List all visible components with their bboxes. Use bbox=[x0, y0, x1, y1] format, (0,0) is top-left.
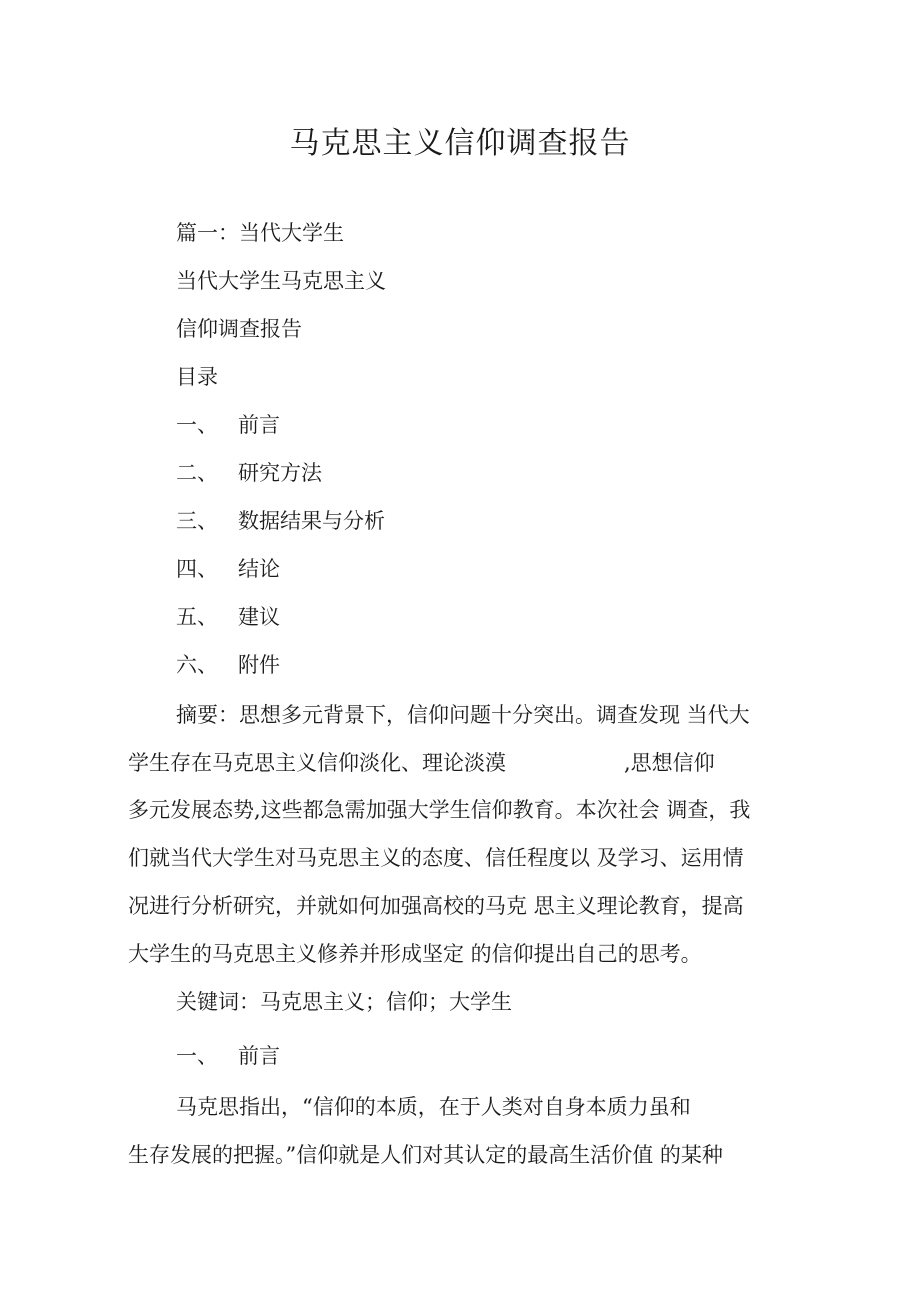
toc-label: 研究方法 bbox=[238, 461, 322, 485]
abstract-line: 摘要：思想多元背景下，信仰问题十分突出。调查发现 当代大 bbox=[176, 703, 750, 727]
abstract-line bbox=[128, 748, 788, 778]
toc-item bbox=[176, 506, 836, 536]
toc-item bbox=[176, 650, 836, 680]
abstract-line: 多元发展态势,这些都急需加强大学生信仰教育。本次社会 调查，我 bbox=[128, 798, 751, 822]
section-number: 一、 bbox=[176, 1044, 218, 1068]
toc-item bbox=[176, 458, 836, 488]
toc-number: 四、 bbox=[176, 557, 218, 581]
abstract-line: 大学生的马克思主义修养并形成坚定 的信仰提出自己的思考。 bbox=[128, 942, 702, 966]
toc-number: 一、 bbox=[176, 413, 218, 437]
toc-label: 前言 bbox=[238, 413, 280, 437]
abstract-line: 们就当代大学生对马克思主义的态度、信任程度以 及学习、运用情 bbox=[128, 846, 744, 870]
keywords-line: 关键词：马克思主义；信仰；大学生 bbox=[176, 990, 512, 1014]
abstract-text: 学生存在马克思主义信仰淡化、理论淡漠 bbox=[128, 751, 506, 775]
document-title: 马克思主义信仰调查报告 bbox=[289, 126, 631, 161]
toc-number: 二、 bbox=[176, 461, 218, 485]
toc-number: 六、 bbox=[176, 653, 218, 677]
toc-item bbox=[176, 410, 836, 440]
toc-number: 三、 bbox=[176, 509, 218, 533]
toc-label: 数据结果与分析 bbox=[238, 509, 385, 533]
toc-label: 结论 bbox=[238, 557, 280, 581]
toc-heading: 目录 bbox=[176, 365, 218, 389]
section-label: 前言 bbox=[238, 1044, 280, 1068]
toc-number: 五、 bbox=[176, 605, 218, 629]
section-heading bbox=[176, 1041, 836, 1071]
toc-item bbox=[176, 554, 836, 584]
toc-label: 附件 bbox=[238, 653, 280, 677]
subtitle-line-2: 当代大学生马克思主义 bbox=[176, 269, 386, 293]
body-line: 生存发展的把握。”信仰就是人们对其认定的最高生活价值 的某种 bbox=[128, 1143, 723, 1167]
body-line: 马克思指出，“信仰的本质，在于人类对自身本质力虽和 bbox=[176, 1095, 691, 1119]
subtitle-line-3: 信仰调查报告 bbox=[176, 317, 302, 341]
subtitle-line-1: 篇一：当代大学生 bbox=[176, 221, 344, 245]
abstract-text: ,思想信仰 bbox=[624, 751, 715, 775]
abstract-line: 况进行分析研究，并就如何加强高校的马克 思主义理论教育，提高 bbox=[128, 894, 744, 918]
toc-label: 建议 bbox=[238, 605, 280, 629]
toc-item bbox=[176, 602, 836, 632]
